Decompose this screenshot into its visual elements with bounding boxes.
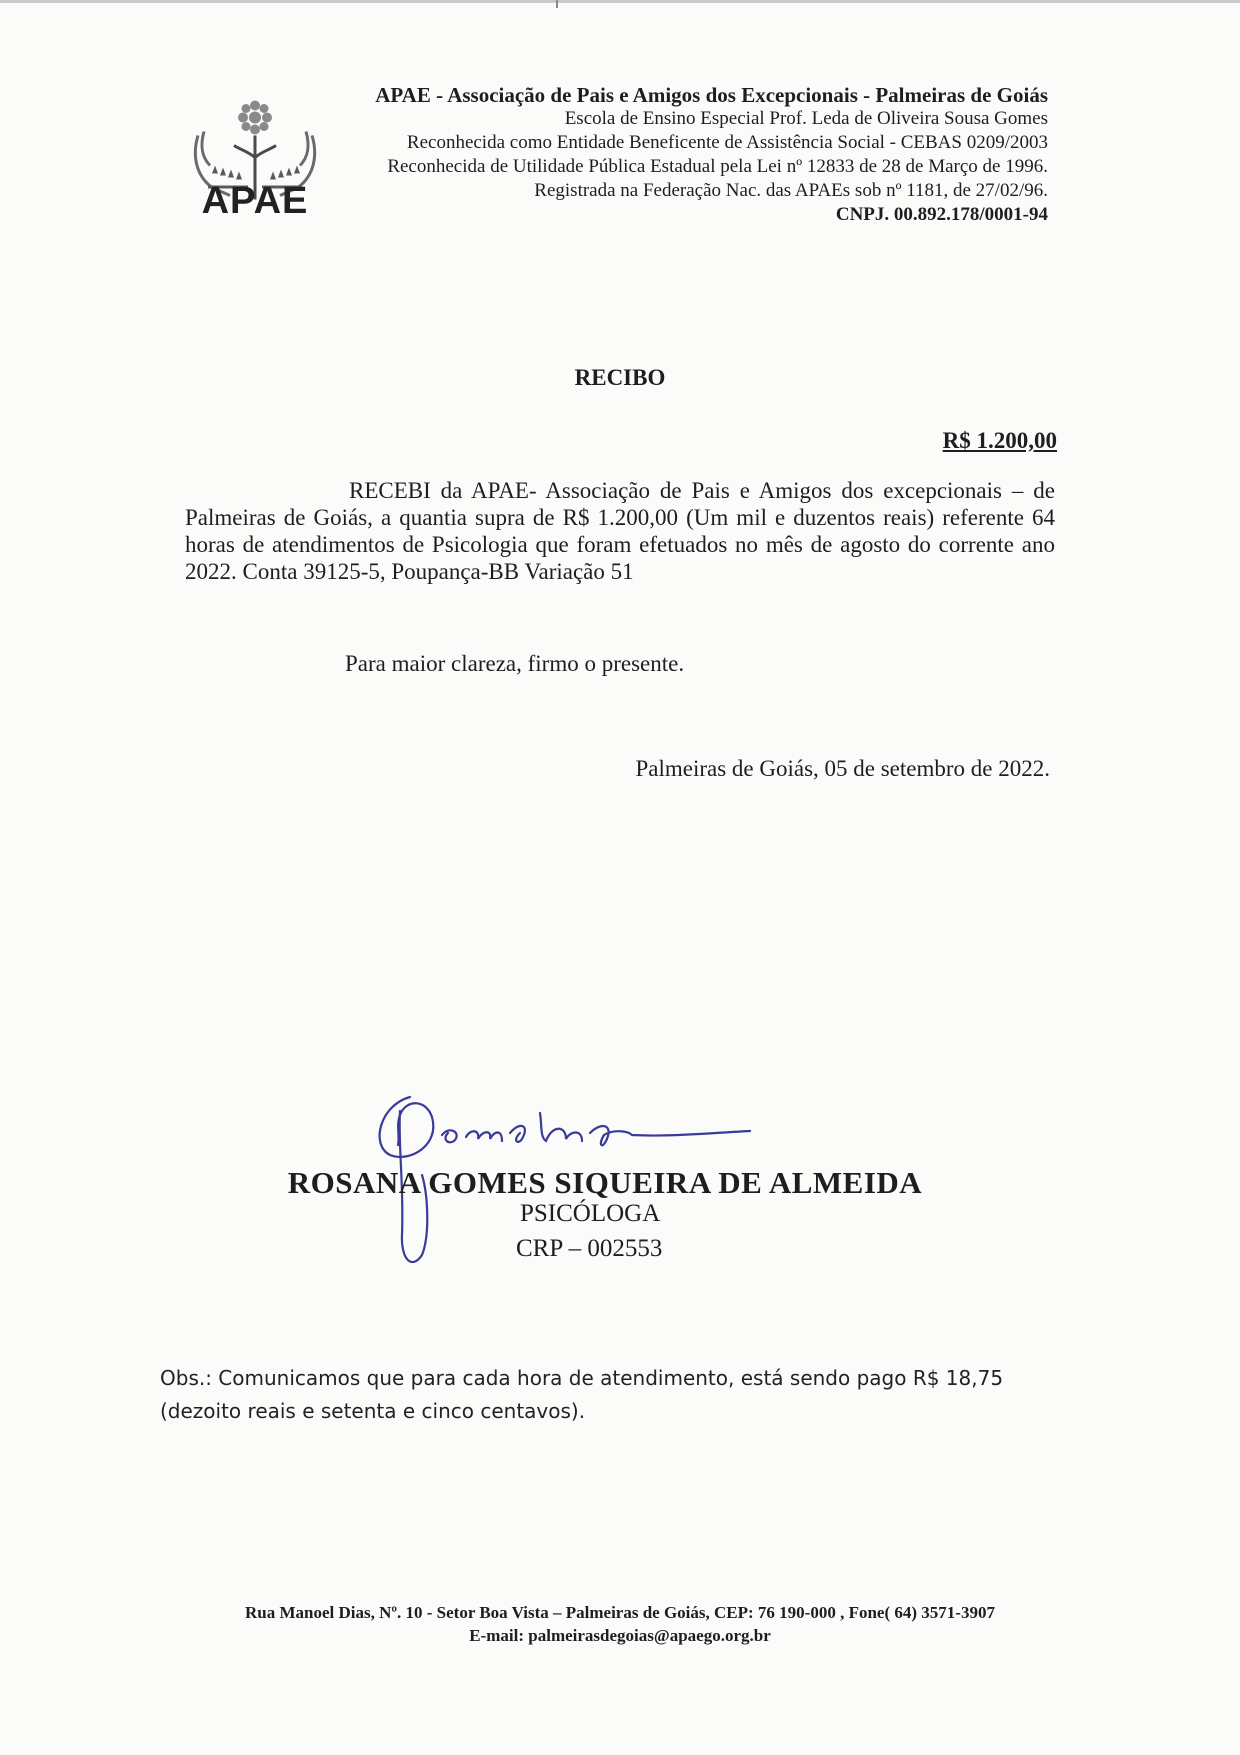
receipt-amount: R$ 1.200,00: [942, 428, 1057, 453]
footer-email: E-mail: palmeirasdegoias@apaego.org.br: [469, 1626, 771, 1645]
scan-mark: [556, 0, 558, 8]
signer-name: ROSANA GOMES SIQUEIRA DE ALMEIDA: [287, 1165, 923, 1200]
receipt-body-text: RECEBI da APAE- Associação de Pais e Amigos dos excepcionais – de Palmeiras de Goiás, a quantia supra de R$ 1.200,00 (Um mil e duzentos reais) referente 64 horas de atendimentos de Psicologia que foram efetuados no mês de agosto do corrente ano 2022. Conta 39125-5, Poupança-BB Variação 51: [185, 478, 1055, 584]
signer-crp: CRP – 002553: [516, 1235, 663, 1262]
header-line-registration: Registrada na Federação Nac. das APAEs sob nº 1181, de 27/02/96.: [534, 180, 1048, 201]
place-and-date: Palmeiras de Goiás, 05 de setembro de 2022.: [635, 756, 1050, 781]
header-line-cebas: Reconhecida como Entidade Beneficente de Assistência Social - CEBAS 0209/2003: [406, 132, 1048, 153]
header-line-law: Reconhecida de Utilidade Pública Estadual pela Lei nº 12833 de 28 de Março de 1996.: [387, 156, 1048, 177]
observation-note: Obs.: Comunicamos que para cada hora de atendimento, está sendo pago R$ 18,75 (dezoito reais e setenta e cinco centavos).: [160, 1366, 1004, 1423]
signer-role: PSICÓLOGA: [520, 1200, 661, 1227]
header-line-school: Escola de Ensino Especial Prof. Leda de Oliveira Sousa Gomes: [564, 108, 1048, 129]
footer: [0, 1601, 1240, 1647]
header-cnpj: CNPJ. 00.892.178/0001-94: [835, 204, 1048, 225]
apae-logo-text: APAE: [201, 180, 309, 222]
document-title: RECIBO: [574, 365, 666, 390]
footer-address: Rua Manoel Dias, Nº. 10 - Setor Boa Vista – Palmeiras de Goiás, CEP: 76 190-000 , Fone( 64) 3571-3907: [245, 1603, 995, 1622]
scan-edge-line: [0, 0, 1240, 3]
receipt-closing: Para maior clareza, firmo o presente.: [345, 651, 685, 676]
org-title: APAE - Associação de Pais e Amigos dos Excepcionais - Palmeiras de Goiás: [375, 83, 1048, 107]
letterhead: [300, 83, 1048, 227]
receipt-body: [185, 477, 1055, 585]
